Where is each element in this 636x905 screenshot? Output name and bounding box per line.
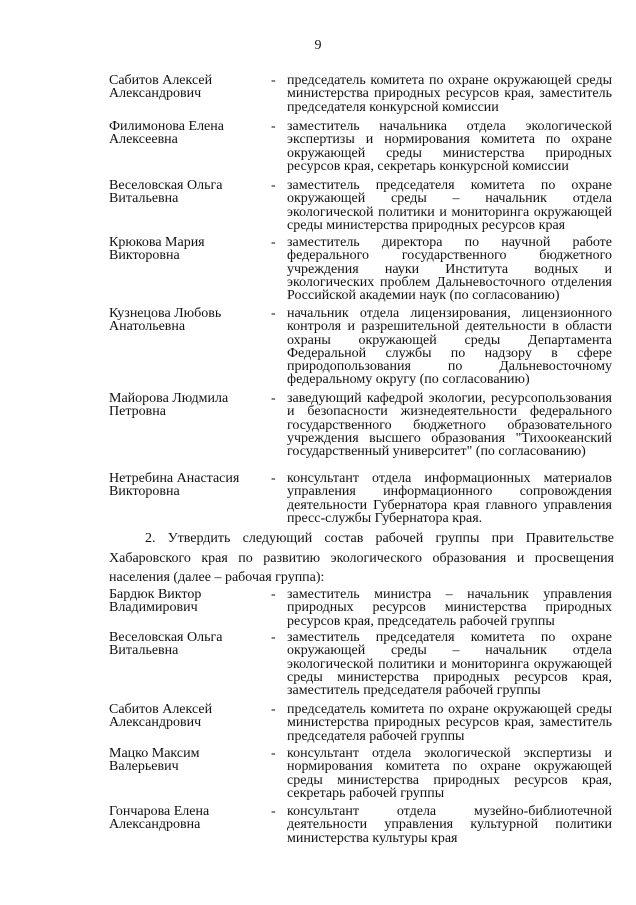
person-name bbox=[109, 805, 264, 832]
patronymic: Алексеевна bbox=[109, 132, 178, 148]
patronymic: Витальевна bbox=[109, 191, 179, 207]
person-name bbox=[109, 120, 264, 147]
dash: - bbox=[271, 391, 276, 406]
role-description: председатель комитета по охране окружающей среды министерства природных ресурсов края, заместитель председателя конкурсной комиссии bbox=[287, 73, 612, 115]
surname-name: Сабитов Алексей bbox=[109, 73, 213, 88]
patronymic: Петровна bbox=[109, 404, 166, 420]
role-description: заместитель министра – начальник управления природных ресурсов министерства природных ресурсов края, председатель рабочей группы bbox=[287, 587, 612, 629]
dash: - bbox=[271, 178, 276, 193]
surname-name: Веселовская Ольга bbox=[109, 630, 223, 645]
dash: - bbox=[271, 804, 276, 819]
role-description: заведующий кафедрой экологии, ресурсопользования и безопасности жизнедеятельности федерального государственного бюджетного образовательного учреждения высшего образования "Тихоокеанский государственный университет" (по согласованию) bbox=[287, 391, 612, 460]
patronymic: Владимирович bbox=[109, 600, 198, 616]
surname-name: Нетребина Анастасия bbox=[109, 471, 240, 486]
person-name bbox=[109, 179, 264, 206]
person-name bbox=[109, 472, 264, 499]
role-description: начальник отдела лицензирования, лицензионного контроля и разрешительной деятельности в области охраны окружающей среды Департамента Федеральной службы по надзору в сфере природопользования по Дальневосточному федеральному округу (по согласованию) bbox=[287, 306, 612, 388]
paragraph-2 bbox=[109, 529, 614, 588]
patronymic: Анатольевна bbox=[109, 319, 186, 335]
surname-name: Кузнецова Любовь bbox=[109, 306, 222, 321]
dash: - bbox=[271, 587, 276, 602]
person-name bbox=[109, 392, 264, 419]
surname-name: Сабитов Алексей bbox=[109, 702, 213, 717]
dash: - bbox=[271, 119, 276, 134]
role-description: председатель комитета по охране окружающей среды министерства природных ресурсов края, заместитель председателя рабочей группы bbox=[287, 702, 612, 744]
surname-name: Майорова Людмила bbox=[109, 391, 229, 406]
dash: - bbox=[271, 746, 276, 761]
person-name bbox=[109, 631, 264, 658]
person-name bbox=[109, 588, 264, 615]
person-name bbox=[109, 747, 264, 774]
surname-name: Веселовская Ольга bbox=[109, 178, 223, 193]
dash: - bbox=[271, 306, 276, 321]
patronymic: Александрович bbox=[109, 86, 202, 102]
dash: - bbox=[271, 702, 276, 717]
dash: - bbox=[271, 235, 276, 250]
person-name bbox=[109, 74, 264, 101]
patronymic: Валерьевич bbox=[109, 759, 179, 775]
patronymic: Викторовна bbox=[109, 248, 180, 264]
patronymic: Викторовна bbox=[109, 484, 180, 500]
role-description: заместитель директора по научной работе федерального государственного бюджетного учреждения науки Института водных и экологических проблем Дальневосточного отделения Российской академии наук (по согласованию) bbox=[287, 235, 612, 304]
role-description: консультант отдела экологической экспертизы и нормирования комитета по охране окружающей среды министерства природных ресурсов края, секретарь рабочей группы bbox=[287, 746, 612, 801]
patronymic: Витальевна bbox=[109, 643, 179, 659]
person-name bbox=[109, 703, 264, 730]
surname-name: Бардюк Виктор bbox=[109, 587, 202, 602]
page-number: 9 bbox=[314, 38, 322, 53]
role-description: консультант отдела музейно-библиотечной деятельности управления культурной политики министерства культуры края bbox=[287, 804, 612, 846]
patronymic: Александрович bbox=[109, 715, 202, 731]
person-name bbox=[109, 307, 264, 334]
dash: - bbox=[271, 73, 276, 88]
surname-name: Филимонова Елена bbox=[109, 119, 224, 134]
role-description: заместитель начальника отдела экологической экспертизы и нормирования комитета по охране окружающей среды министерства природных ресурсов края, секретарь конкурсной комиссии bbox=[287, 119, 612, 174]
surname-name: Гончарова Елена bbox=[109, 804, 210, 819]
patronymic: Александровна bbox=[109, 817, 201, 833]
surname-name: Крюкова Мария bbox=[109, 235, 205, 250]
person-name bbox=[109, 236, 264, 263]
dash: - bbox=[271, 471, 276, 486]
dash: - bbox=[271, 630, 276, 645]
role-description: заместитель председателя комитета по охране окружающей среды – начальник отдела экологической политики и мониторинга окружающей среды министерства природных ресурсов края, заместитель председателя рабочей группы bbox=[287, 630, 612, 699]
role-description: консультант отдела информационных материалов управления информационного сопровождения деятельности Губернатора края главного управления пресс-службы Губернатора края. bbox=[287, 471, 612, 526]
surname-name: Мацко Максим bbox=[109, 746, 200, 761]
role-description: заместитель председателя комитета по охране окружающей среды – начальник отдела экологической политики и мониторинга окружающей среды министерства природных ресурсов края bbox=[287, 178, 612, 233]
paragraph-text: 2. Утвердить следующий состав рабочей группы при Правительстве Хабаровского края по развитию экологического образования и просвещения населения (далее – рабочая группа): bbox=[109, 531, 614, 585]
